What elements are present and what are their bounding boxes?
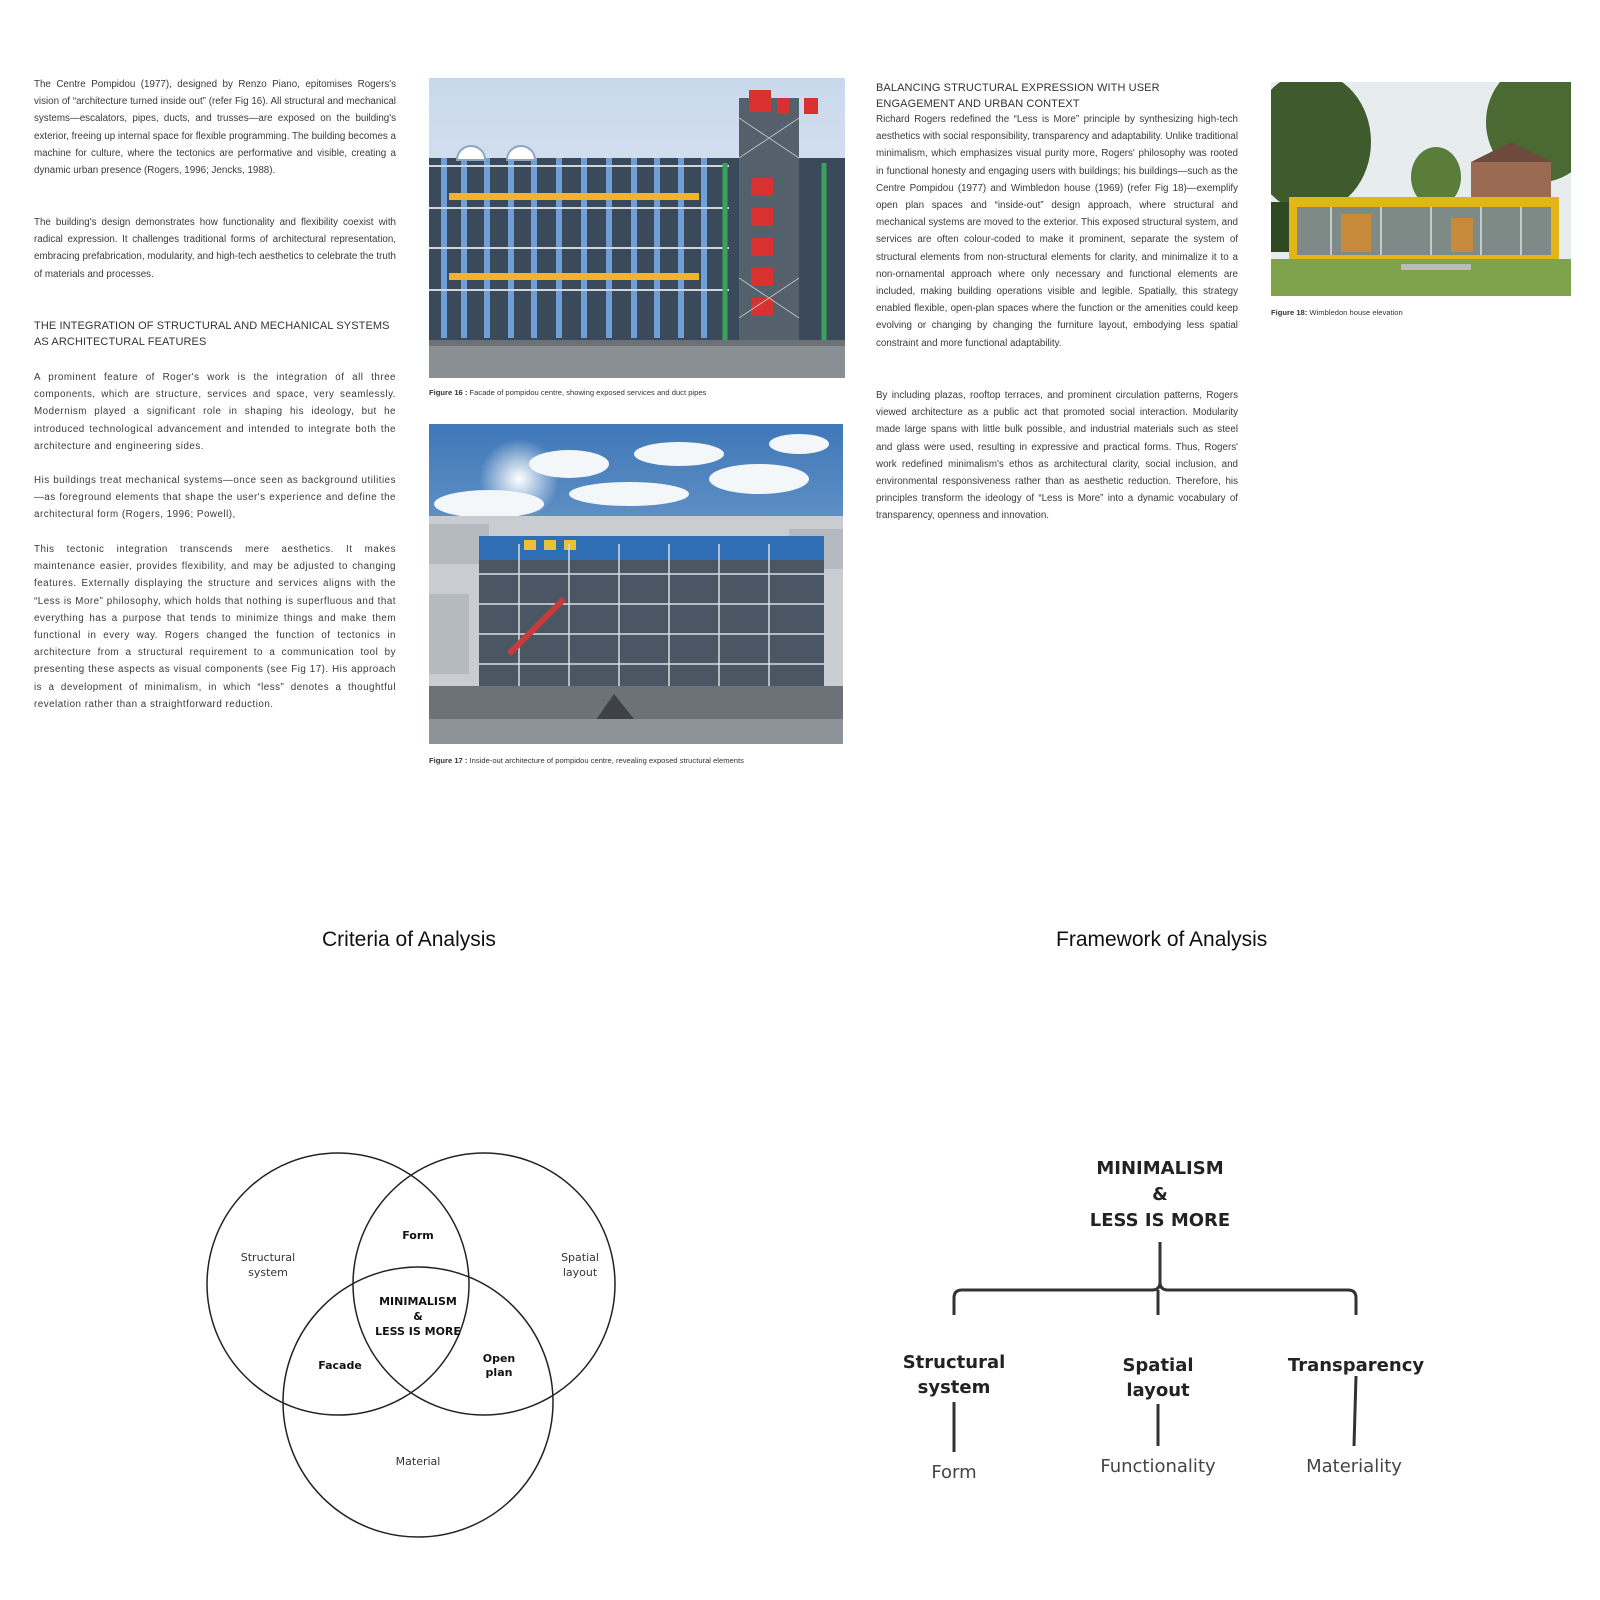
figure-16-image xyxy=(429,78,845,378)
figure-17-label: Figure 17 : xyxy=(429,756,468,765)
section-heading-balancing: BALANCING STRUCTURAL EXPRESSION WITH USER ENGAGEMENT AND URBAN CONTEXT xyxy=(876,82,1160,110)
paragraph-less-is-more: Richard Rogers redefined the “Less is More” principle by synthesizing high-tech aesthetics with social responsibility, transparency and adaptability. Unlike traditional minimalism, which emphasizes visual purity more, Rogers' philosophy was rooted in functional honesty and engaging users with buildings; his buildings—such as the Centre Pompidou (1977) and Wimbledon house (1969) (refer Fig 18)—exemplify open plan spaces and “inside-out” design approach, where structural and mechanical systems are moved to the exterior. This exposed structural system, and services are often colour-coded to make it prominent, separate the system of structural elements from non-structural elements for clarity, and minimalize it to a non-ornamental approach where only necessary and functional elements are included, making building operations visible and legible. Spatially, this strategy enabled flexible, open-plan spaces where the function or the amenities could keep evolving or changing by changing the furniture layout, embodying less spatial constraint and more functional adaptability. xyxy=(876,114,1238,349)
framework-branch-1-line-1: Structural xyxy=(902,1352,1006,1373)
venn-label-form: Form xyxy=(402,1229,434,1242)
section-heading-integration: THE INTEGRATION OF STRUCTURAL AND MECHANICAL SYSTEMS AS ARCHITECTURAL FEATURES xyxy=(34,320,390,348)
venn-center-1: MINIMALISM xyxy=(379,1295,457,1308)
figure-17-text: Inside-out architecture of pompidou centre, revealing exposed structural elements xyxy=(469,756,744,765)
framework-branch-3-line-1: Transparency xyxy=(1287,1355,1425,1376)
figure-16-text: Facade of pompidou centre, showing exposed services and duct pipes xyxy=(469,388,707,397)
venn-label-structural-2: system xyxy=(248,1266,288,1279)
framework-leaf-materiality: Materiality xyxy=(1306,1456,1402,1477)
paragraph-design-functionality: The building's design demonstrates how functionality and flexibility coexist with radical expression. It challenges traditional forms of architectural representation, embracing prefabrication, modularity, and high-tech aesthetics to celebrate the truth of materials and processes. xyxy=(34,217,396,280)
figure-18-text: Wimbledon house elevation xyxy=(1309,308,1403,317)
framework-branch-2-line-1: Spatial xyxy=(1122,1355,1194,1376)
venn-center-2: & xyxy=(413,1310,423,1323)
venn-label-facade: Facade xyxy=(318,1359,362,1372)
venn-label-spatial-1: Spatial xyxy=(561,1251,599,1264)
paragraph-pompidou-intro: The Centre Pompidou (1977), designed by Renzo Piano, epitomises Rogers's vision of “architecture turned inside out” (refer Fig 16). All structural and mechanical systems—escalators, pipes, ducts, and trusses—are exposed on the building's exterior, freeing up internal space for flexible programming. The building becomes a machine for culture, where the tectonics are performative and visible, creating a dynamic urban presence (Rogers, 1996; Jencks, 1988). xyxy=(34,79,396,177)
paragraph-tectonic-integration: This tectonic integration transcends mere aesthetics. It makes maintenance easier, provides flexibility, and may be adjusted to changing features. Externally displaying the structure and services aligns with the “Less is More” philosophy, which holds that nothing is superfluous and that everything has a purpose that tends to minimize things and make them functional in every way. Rogers changed the function of tectonics in architecture from a structural requirement to a communication tool by presenting these aspects as visual components (see Fig 17). His approach is a development of minimalism, in which “less” denotes a thoughtful revelation rather than a straightforward reduction. xyxy=(34,544,396,710)
framework-branch-right xyxy=(1160,1282,1356,1315)
venn-circle-structural xyxy=(207,1153,469,1415)
venn-label-material: Material xyxy=(395,1455,441,1468)
venn-label-structural-1: Structural xyxy=(240,1251,296,1264)
paragraph-integration: A prominent feature of Roger's work is the integration of all three components, which are structure, services and space, very seamlessly. Modernism played a significant role in shaping his ideology, but he introduced technological advancement and intended to integrate both the architecture and engineering sides. xyxy=(34,372,396,452)
framework-branch-1-line-2: system xyxy=(917,1377,991,1398)
framework-branch-2-line-2: layout xyxy=(1126,1380,1190,1401)
figure-16-caption xyxy=(429,388,706,397)
figure-17-caption xyxy=(429,756,744,765)
framework-leaf-line-3 xyxy=(1354,1376,1356,1446)
framework-leaf-functionality: Functionality xyxy=(1100,1456,1216,1477)
framework-branch-left xyxy=(954,1282,1160,1315)
venn-center-3: LESS IS MORE xyxy=(375,1325,461,1338)
criteria-venn-diagram xyxy=(190,1140,640,1540)
figure-18-label: Figure 18: xyxy=(1271,308,1308,317)
criteria-title: Criteria of Analysis xyxy=(322,928,496,951)
figure-16-label: Figure 16 : xyxy=(429,388,468,397)
figure-18-image xyxy=(1271,82,1571,296)
venn-label-spatial-2: layout xyxy=(562,1266,598,1279)
framework-title: Framework of Analysis xyxy=(1056,928,1268,951)
framework-root-2: & xyxy=(1152,1184,1168,1205)
figure-18-caption xyxy=(1271,308,1403,317)
framework-root-3: LESS IS MORE xyxy=(1089,1210,1231,1231)
framework-root-1: MINIMALISM xyxy=(1096,1158,1224,1179)
venn-label-open-plan-2: plan xyxy=(485,1366,513,1379)
framework-leaf-form: Form xyxy=(931,1462,977,1483)
figure-17-image xyxy=(429,424,843,744)
paragraph-mechanical-systems: His buildings treat mechanical systems—once seen as background utilities—as foreground elements that shape the user's experience and define the architectural form (Rogers, 1996; Powell), xyxy=(34,475,396,521)
framework-tree-diagram xyxy=(880,1150,1440,1490)
paragraph-public-act: By including plazas, rooftop terraces, and prominent circulation patterns, Rogers viewed architecture as a public act that promoted social interaction. Modularity made large spans with little bulk possible, and industrial materials such as steel and glass were used, resulting in expressive and practical forms. Thus, Rogers' work redefined minimalism's ethos as architectural clarity, social inclusion, and environmental responsiveness rather than as aesthetic reduction. Therefore, his principles transform the ideology of “Less is More” into a dynamic vocabulary of transparency, openness and innovation. xyxy=(876,390,1238,522)
venn-label-open-plan-1: Open xyxy=(482,1352,516,1365)
